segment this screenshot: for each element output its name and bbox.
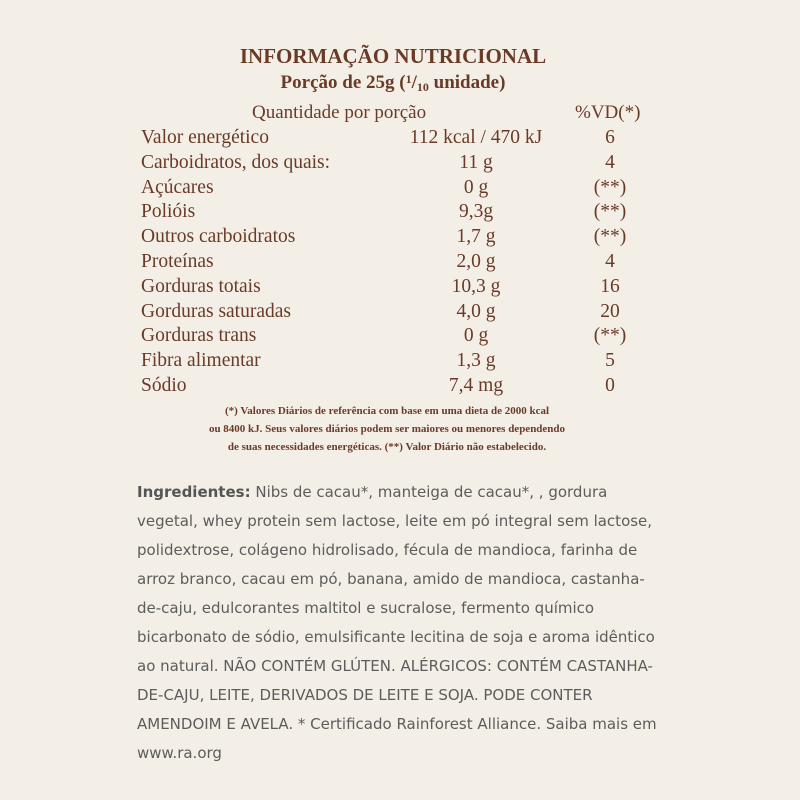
row-name: Fibra alimentar — [141, 350, 261, 372]
row-amount: 112 kcal / 470 kJ — [409, 127, 543, 148]
ingredients-label: Ingredientes: — [137, 483, 251, 501]
ingredients-text: Nibs de cacau*, manteiga de cacau*, , gordura vegetal, whey protein sem lactose, leite em pó integral sem lactose, polidextrose, colágeno hidrolisado, fécula de mandioca, farinha de arroz branco, cacau em pó, banana, amido de mandioca, castanha-de-caju, edulcorantes maltitol e sucralose, fermento químico bicarbonato de sódio, emulsificante lecitina de soja e aroma idêntico ao natural. NÃO CONTÉM GLÚTEN. ALÉRGICOS: CONTÉM CASTANHA-DE-CAJU, LEITE, DERIVADOS DE LEITE E SOJA. PODE CONTER AMENDOIM E AVELA. * Certificado Rainforest Alliance. Saiba mais em www.ra.org — [137, 483, 657, 762]
table-row — [138, 176, 648, 201]
row-name: Gorduras totais — [141, 275, 261, 297]
footnote-line: ou 8400 kJ. Seus valores diários podem ser maiores ou menores dependendo — [208, 422, 566, 435]
table-row — [138, 126, 648, 151]
row-name: Sódio — [141, 374, 187, 396]
table-row — [138, 200, 648, 225]
table-row — [138, 374, 648, 399]
nutrition-title: INFORMAÇÃO NUTRICIONAL — [239, 44, 547, 68]
row-name: Gorduras saturadas — [141, 300, 291, 322]
table-row — [138, 225, 648, 250]
portion-suffix: unidade) — [428, 72, 506, 93]
row-vd: (**) — [593, 176, 627, 198]
row-vd: (**) — [593, 325, 627, 347]
header-quantity: Quantidade por porção — [252, 102, 427, 123]
row-amount: 9,3g — [458, 201, 494, 223]
row-amount: 1,7 g — [456, 226, 496, 248]
portion-size — [138, 68, 648, 98]
table-row — [138, 300, 648, 325]
row-name: Proteínas — [141, 250, 214, 272]
row-vd: 5 — [605, 350, 615, 372]
row-vd: 4 — [605, 151, 615, 173]
nutrition-rows — [138, 126, 648, 399]
table-row — [138, 151, 648, 176]
footnote-line: (*) Valores Diários de referência com base em uma dieta de 2000 kcal — [224, 404, 550, 417]
row-amount: 11 g — [459, 151, 493, 173]
table-row — [138, 324, 648, 349]
row-vd: 16 — [600, 275, 620, 297]
row-amount: 2,0 g — [456, 250, 496, 272]
table-row — [138, 275, 648, 300]
row-name: Carboidratos, dos quais: — [141, 151, 331, 173]
row-name: Polióis — [141, 201, 196, 223]
row-amount: 0 g — [463, 325, 489, 347]
row-vd: 20 — [600, 300, 620, 322]
row-amount: 7,4 mg — [448, 374, 504, 396]
nutrition-facts-table — [138, 44, 648, 456]
table-header — [138, 100, 648, 126]
table-row — [138, 349, 648, 374]
row-amount: 1,3 g — [456, 350, 496, 372]
portion-fraction-separator: / — [411, 72, 417, 93]
portion-fraction-denominator: 10 — [416, 80, 429, 94]
row-name: Outros carboidratos — [141, 226, 296, 248]
row-vd: (**) — [593, 226, 627, 248]
footnote-line: de suas necessidades energéticas. (**) Valor Diário não estabelecido. — [227, 440, 547, 453]
row-amount: 10,3 g — [451, 275, 501, 297]
row-amount: 4,0 g — [456, 300, 496, 322]
row-vd: 0 — [605, 374, 615, 396]
portion-fraction-numerator: 1 — [405, 72, 412, 86]
ingredients-block — [137, 478, 667, 768]
header-vd: %VD(*) — [575, 102, 641, 123]
row-name: Gorduras trans — [141, 325, 257, 347]
row-vd: 6 — [605, 127, 615, 148]
portion-prefix: Porção de 25g ( — [280, 72, 406, 93]
row-amount: 0 g — [463, 176, 489, 198]
row-name: Açúcares — [141, 176, 214, 198]
row-name: Valor energético — [141, 127, 269, 148]
row-vd: (**) — [593, 201, 627, 223]
row-vd: 4 — [605, 250, 615, 272]
table-row — [138, 250, 648, 275]
footnote — [132, 402, 642, 456]
